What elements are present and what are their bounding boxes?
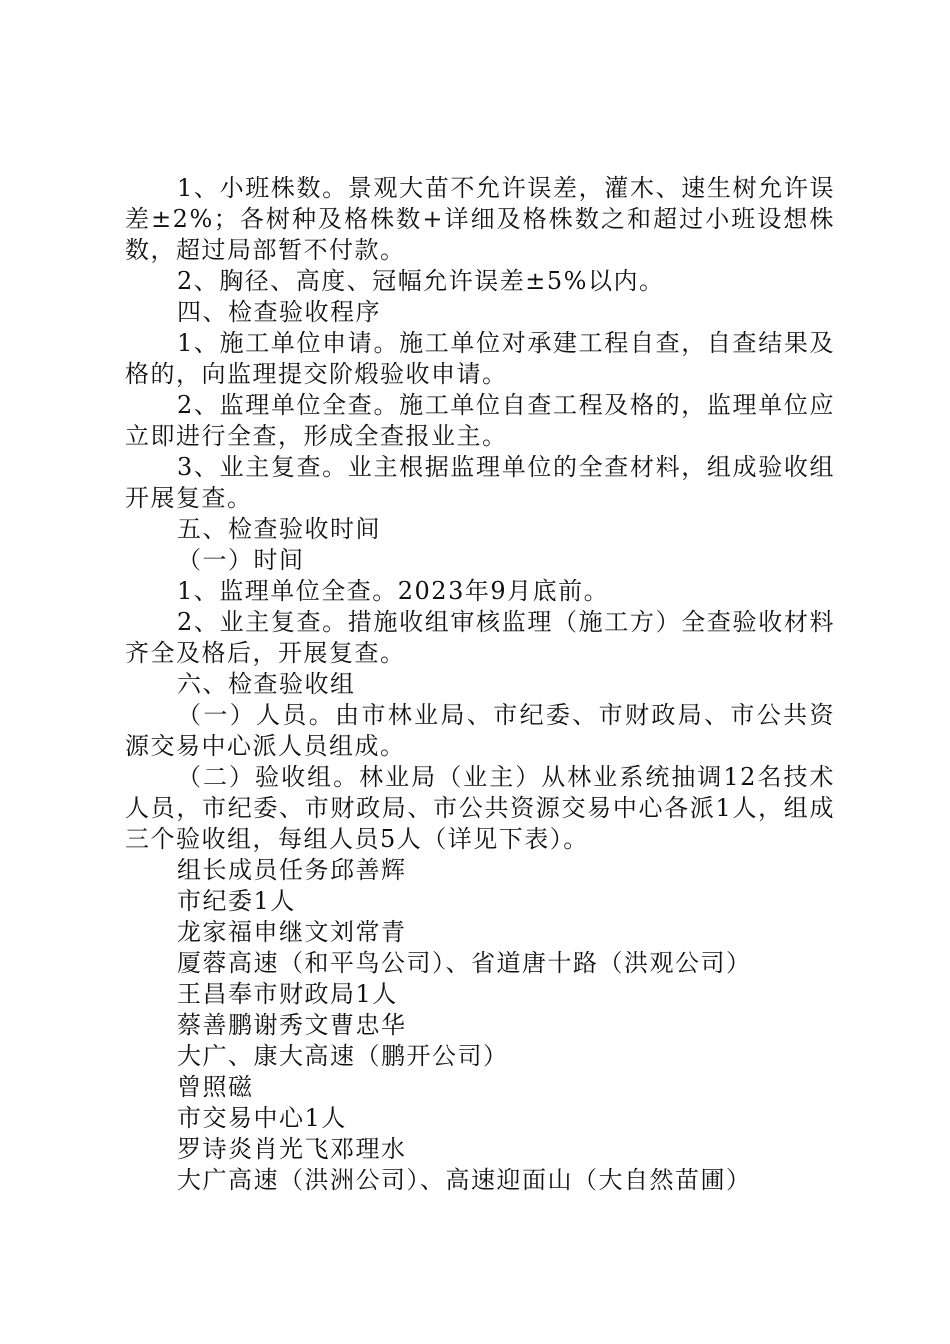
paragraph-acceptance-groups: （二）验收组。林业局（业主）从林业系统抽调12名技术人员，市纪委、市财政局、市公共资源交易中心各派1人，组成三个验收组，每组人员5人（详见下表）。: [125, 763, 835, 853]
table-line: 市交易中心1人: [177, 1104, 347, 1132]
table-line: 王昌奉市财政局1人: [177, 980, 398, 1008]
paragraph-supervisor-full-check: 2、监理单位全查。施工单位自查工程及格的，监理单位应立即进行全查，形成全查报业主。: [125, 391, 835, 450]
table-line: 罗诗炎肖光飞邓理水: [177, 1135, 407, 1163]
paragraph-supervisor-deadline: 1、监理单位全查。2023年9月底前。: [177, 577, 610, 605]
paragraph-personnel: （一）人员。由市林业局、市纪委、市财政局、市公共资源交易中心派人员组成。: [125, 701, 835, 760]
paragraph-contractor-application: 1、施工单位申请。施工单位对承建工程自查，自查结果及格的，向监理提交阶煅验收申请。: [125, 329, 835, 388]
document-body: [125, 173, 835, 1196]
heading-inspection-time: 五、检查验收时间: [177, 515, 381, 543]
table-line: 市纪委1人: [177, 887, 296, 915]
paragraph-owner-recheck: 3、业主复查。业主根据监理单位的全查材料，组成验收组开展复查。: [125, 453, 835, 512]
heading-inspection-group: 六、检查验收组: [177, 670, 356, 698]
paragraph-dimension-tolerance: 2、胸径、高度、冠幅允许误差±5%以内。: [177, 267, 665, 295]
table-line: 蔡善鹏谢秀文曹忠华: [177, 1011, 407, 1039]
paragraph-seedling-count: 1、小班株数。景观大苗不允许误差，灌木、速生树允许误差±2%；各树种及格株数+详细及格株数之和超过小班设想株数，超过局部暂不付款。: [125, 174, 835, 264]
table-line: 厦蓉高速（和平鸟公司）、省道唐十路（洪观公司）: [177, 949, 752, 977]
table-line: 大广高速（洪洲公司）、高速迎面山（大自然苗圃）: [177, 1166, 752, 1194]
table-line: 组长成员任务邱善辉: [177, 856, 407, 884]
table-line: 大广、康大高速（鹏开公司）: [177, 1042, 509, 1070]
table-line: 龙家福申继文刘常青: [177, 918, 407, 946]
heading-inspection-procedure: 四、检查验收程序: [177, 298, 381, 326]
subheading-time: （一）时间: [177, 546, 305, 574]
paragraph-owner-recheck-time: 2、业主复查。措施收组审核监理（施工方）全查验收材料齐全及格后，开展复查。: [125, 608, 835, 667]
table-line: 曾照磁: [177, 1073, 254, 1101]
